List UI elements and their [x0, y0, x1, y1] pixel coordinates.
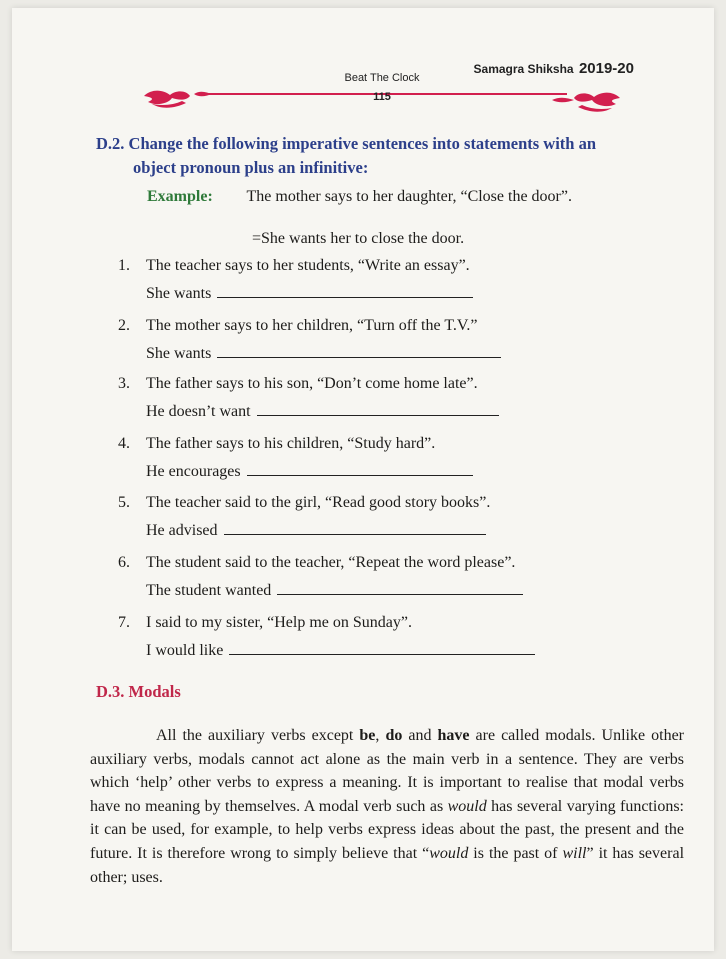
example-label: Example: — [147, 188, 213, 205]
answer-line — [118, 517, 490, 545]
para-text: All the auxiliary verbs except — [156, 727, 360, 744]
answer-line — [118, 637, 535, 665]
question-number: 2. — [118, 317, 130, 334]
section-d2-title-line2: object pronoun plus an infinitive: — [133, 158, 369, 177]
para-text: ” it has several other; uses. — [90, 844, 685, 886]
answer-blank[interactable] — [257, 415, 499, 416]
question-4 — [118, 430, 473, 486]
page-number: 115 — [373, 91, 391, 103]
question-number: 5. — [118, 494, 130, 511]
textbook-page — [12, 8, 714, 951]
section-d3-title: D.3. Modals — [96, 682, 181, 701]
answer-line — [118, 280, 473, 308]
para-sep: and — [402, 727, 438, 744]
answer-blank[interactable] — [217, 357, 501, 358]
question-sentence: The father says to his children, “Study hard”. — [146, 435, 436, 452]
question-number: 1. — [118, 257, 130, 274]
book-title: Beat The Clock — [344, 72, 420, 84]
question-sentence: The teacher says to her students, “Write an essay”. — [146, 257, 470, 274]
answer-prompt: She wants — [146, 345, 212, 362]
question-6 — [118, 549, 523, 605]
answer-prompt: The student wanted — [146, 582, 272, 599]
para-sep: , — [375, 727, 386, 744]
para-italic-will: will — [562, 844, 587, 862]
question-number: 3. — [118, 375, 130, 392]
answer-prompt: She wants — [146, 285, 212, 302]
answer-blank[interactable] — [224, 534, 486, 535]
answer-line — [118, 577, 523, 605]
rule-right-flourish — [552, 98, 574, 103]
modals-paragraph — [90, 724, 684, 889]
example-answer: =She wants her to close the door. — [252, 230, 465, 247]
answer-blank[interactable] — [277, 594, 523, 595]
para-text: is the past of — [468, 844, 563, 862]
para-bold-be: be — [359, 727, 376, 744]
question-sentence: I said to my sister, “Help me on Sunday”. — [146, 614, 412, 631]
answer-prompt: He encourages — [146, 463, 241, 480]
question-number: 6. — [118, 554, 130, 571]
question-sentence: The mother says to her children, “Turn off the T.V.” — [146, 317, 478, 334]
section-d2-title — [96, 132, 686, 180]
brand-name: Samagra Shiksha — [473, 62, 574, 76]
example-sentence: The mother says to her daughter, “Close the door”. — [246, 188, 572, 205]
question-number: 4. — [118, 435, 130, 452]
answer-blank[interactable] — [217, 297, 473, 298]
answer-blank[interactable] — [229, 654, 535, 655]
para-bold-have: have — [437, 727, 470, 744]
question-sentence: The father says to his son, “Don’t come home late”. — [146, 375, 478, 392]
answer-line — [118, 340, 501, 368]
page-header — [12, 8, 714, 118]
question-5 — [118, 489, 490, 545]
para-text: are called modals. Unlike other auxiliary verbs, modals cannot act alone as the main verb in a sentence. They are verbs which ‘help’ other verbs to express a meaning. It is important to realise that modal verbs have no meaning by themselves. A modal verb such as — [90, 727, 684, 815]
answer-prompt: He advised — [146, 522, 218, 539]
brand-year: 2019-20 — [578, 60, 634, 77]
question-2 — [118, 312, 501, 368]
answer-prompt: I would like — [146, 642, 224, 659]
rule-right-ornament — [574, 93, 620, 106]
question-sentence: The student said to the teacher, “Repeat the word please”. — [146, 554, 516, 571]
section-d2-title-line1: Change the following imperative sentences into statements with an — [128, 134, 597, 153]
answer-blank[interactable] — [247, 475, 473, 476]
para-italic-would: would — [429, 844, 469, 862]
question-number: 7. — [118, 614, 130, 631]
question-1 — [118, 252, 473, 308]
answer-prompt: He doesn’t want — [146, 403, 251, 420]
question-sentence: The teacher said to the girl, “Read good story books”. — [146, 494, 491, 511]
para-text: has several varying functions: it can be used, for example, to help verbs express ideas about the past, the present and the future. It is therefore wrong to simply believe that “ — [90, 797, 684, 862]
answer-line — [118, 398, 499, 426]
para-italic-would: would — [447, 797, 487, 815]
section-d2-number: D.2. — [96, 134, 125, 153]
example-row — [147, 188, 572, 206]
question-7 — [118, 609, 535, 665]
question-3 — [118, 370, 499, 426]
answer-line — [118, 458, 473, 486]
para-bold-do: do — [385, 727, 403, 744]
brand-label — [474, 60, 634, 77]
